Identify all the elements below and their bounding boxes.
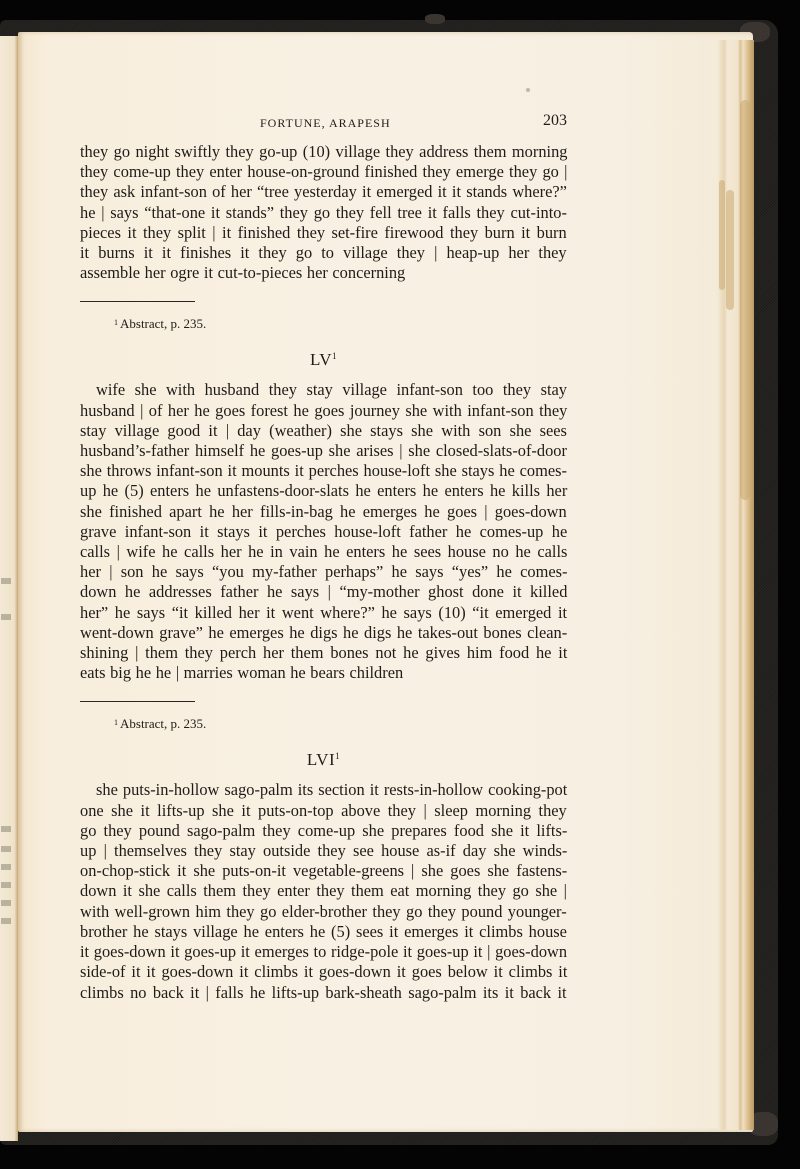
text-line: she finished apart he her fills-in-bag he emerges he goes | goes-down [80,501,567,521]
bleed-through-mark [1,900,11,906]
text-line: assemble her ogre it cut-to-pieces her concerning [80,263,406,283]
page-number: 203 [543,112,567,129]
text-line: down he addresses father he says | “my-mother ghost done it killed [80,582,568,602]
text-line: shining | them they perch her them bones not he gives him food he it [80,643,568,663]
text-line: she throws infant-son it mounts it perches house-loft she stays he comes- [80,461,567,481]
text-line: up | themselves they stay outside they see house as-if day she winds- [80,841,568,861]
previous-page-edge [0,36,18,1141]
text-line: side-of it it goes-down it climbs it goes-down it goes below it climbs it [80,962,568,982]
footnote-rule [80,701,195,702]
footnote [80,316,567,332]
page-fore-edge [718,40,754,1130]
text-line: go they pound sago-palm they come-up she prepares food she it lifts- [80,820,568,840]
text-line: it goes-down it goes-up it emerges to ridge-pole it goes-up it | goes-down [80,942,568,962]
text-line: they ask infant-son of her “tree yesterday it emerged it it stands where?” [80,182,567,202]
bleed-through-mark [1,864,11,870]
footnote-rule [80,301,195,302]
footnote-marker: 1 [114,718,118,728]
footnote-marker: 1 [332,351,338,362]
text-line: grave infant-son it stays it perches house-loft father he comes-up he [80,521,568,541]
text-line: they go night swiftly they go-up (10) village they address them morning [80,142,568,161]
section-heading [80,750,567,770]
running-head [80,112,567,142]
bleed-through-mark [1,846,11,852]
bleed-through-mark [1,882,11,888]
text-line: they come-up they enter house-on-ground finished they emerge they go | [80,162,568,182]
section-heading [80,350,567,370]
footnote-text: Abstract, p. 235. [120,316,207,332]
water-stain [719,180,725,290]
footnote [80,716,567,732]
text-line: eats big he he | marries woman he bears children [80,663,404,683]
text-line: one she it lifts-up she it puts-on-top above they | sleep morning they [80,800,567,820]
paper-speck [526,88,530,92]
text-paragraph [80,142,567,283]
text-line: went-down grave” he emerges he digs he digs he takes-out bones clean- [80,622,568,642]
text-line: pieces it they split | it finished they set-fire firewood they burn it burn [80,222,567,242]
bleed-through-mark [1,578,11,584]
text-line: on-chop-stick it she puts-on-it vegetable-greens | she goes she fastens- [80,861,568,881]
bleed-through-mark [1,918,11,924]
text-line: he | says “that-one it stands” they go they fell tree it falls they cut-into- [80,202,567,222]
text-line: it burns it it finishes it they go to village they | heap-up her they [80,243,567,263]
text-line: with well-grown him they go elder-brother they go they pound younger- [80,901,567,921]
text-line: down it she calls them they enter they them eat morning they go she | [80,881,567,901]
footnote-marker: 1 [114,318,118,328]
text-line: calls | wife he calls her he in vain he enters he sees house no he calls [80,542,568,562]
water-stain [740,100,750,500]
text-line: brother he stays village he enters he (5) sees it emerges it climbs house [80,921,567,941]
section-title: LVI [306,750,336,770]
footnote-text: Abstract, p. 235. [120,716,207,732]
text-line: stay village good it | day (weather) she stays she with son she sees [80,420,567,440]
running-title: FORTUNE, ARAPESH [260,116,391,130]
text-line: husband’s-father himself he goes-up she arises | she closed-slats-of-door [80,441,567,461]
text-line: her” he says “it killed her it went where?” he says (10) “it emerged it [80,602,568,622]
text-line: she puts-in-hollow sago-palm its section it rests-in-hollow cooking-pot [96,780,568,800]
text-line: up he (5) enters he unfastens-door-slats he enters he enters he kills her [80,481,568,501]
bleed-through-mark [1,826,11,832]
water-stain [726,190,734,310]
footnote-marker: 1 [335,751,341,762]
text-line: husband | of her he goes forest he goes journey she with infant-son they [80,400,568,420]
text-line: wife she with husband they stay village infant-son too they stay [96,380,567,400]
page-text [80,112,567,1003]
text-line: climbs no back it | falls he lifts-up bark-sheath sago-palm its it back it [80,982,567,1002]
text-paragraph [80,780,567,1002]
text-line: her | son he says “you my-father perhaps” he says “yes” he comes- [80,562,568,582]
bleed-through-mark [1,614,11,620]
cover-fray [425,14,445,24]
text-paragraph [80,380,567,683]
section-title: LV [309,350,333,370]
